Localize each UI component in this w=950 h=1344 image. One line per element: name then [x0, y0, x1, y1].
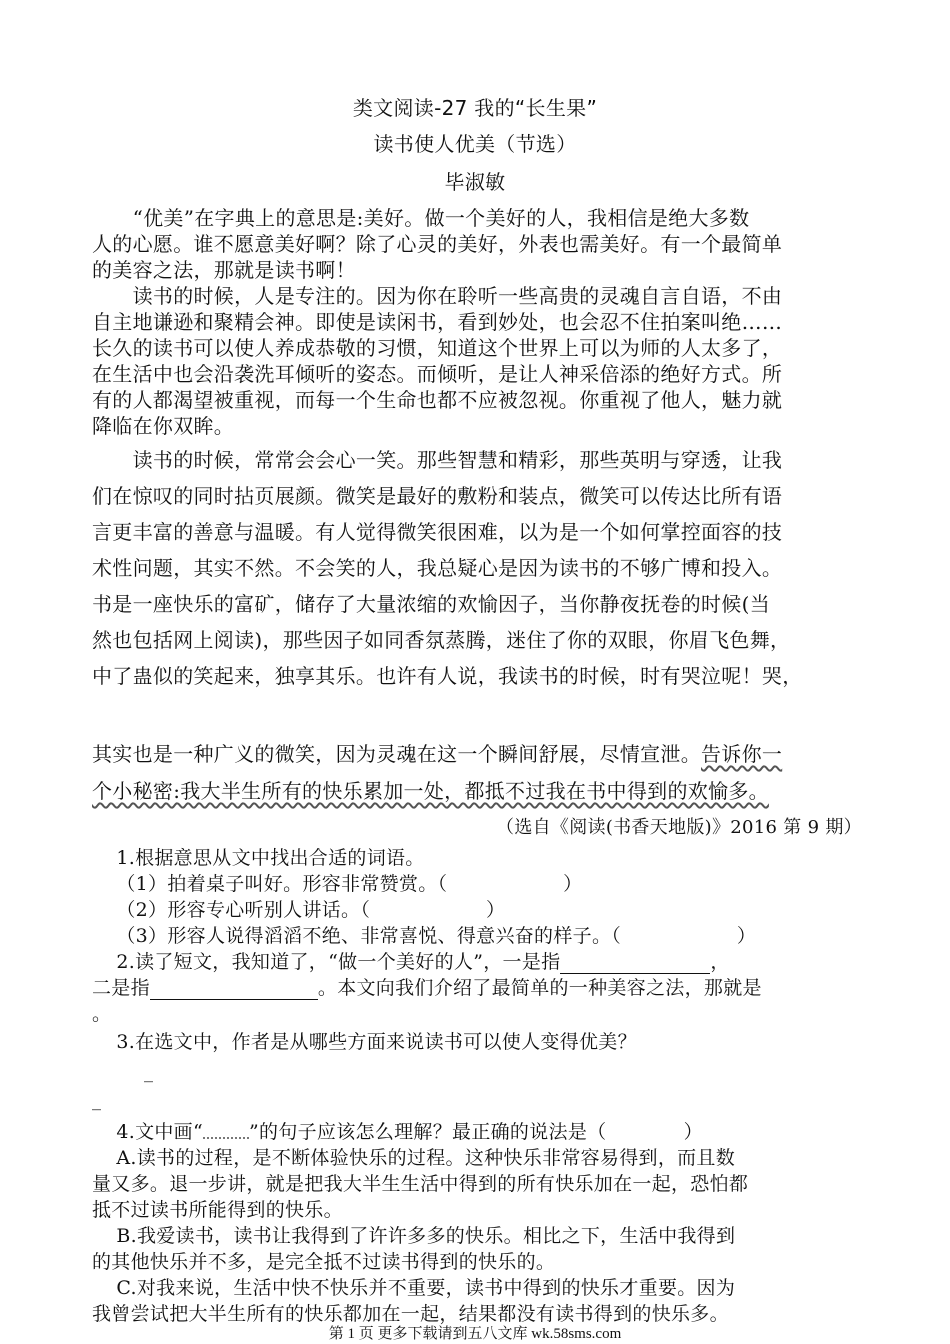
- option-a: 抵不过读书所能得到的快乐。: [92, 1199, 343, 1221]
- option-a: A.读书的过程，是不断体验快乐的过程。这种快乐非常容易得到，而且数: [116, 1147, 736, 1169]
- option-c: 我曾尝试把大半生所有的快乐都加在一起，结果都没有读书得到的快乐多。: [92, 1303, 729, 1325]
- option-a: 量又多。退一步讲，就是把我大半生生活中得到的所有快乐加在一起，恐怕都: [92, 1173, 749, 1195]
- answer-blank[interactable]: [560, 955, 710, 974]
- passage-line: 们在惊叹的同时拈页展颜。微笑是最好的敷粉和装点，微笑可以传达比所有语: [92, 484, 783, 508]
- answer-blank[interactable]: [150, 981, 318, 1000]
- passage-line: 在生活中也会沿袭洗耳倾听的姿态。而倾听，是让人神采倍添的绝好方式。所: [92, 362, 783, 386]
- question-2-cont: 二是指 。本文向我们介绍了最简单的一种美容之法，那就是: [92, 977, 762, 999]
- passage-line: 人的心愿。谁不愿意美好啊？除了心灵的美好，外表也需美好。有一个最简单: [92, 232, 783, 256]
- question-1-3: （3）形容人说得滔滔不绝、非常喜悦、得意兴奋的样子。（ ）: [116, 925, 757, 947]
- author: 毕淑敏: [444, 170, 506, 194]
- passage-line: 中了蛊似的笑起来，独享其乐。也许有人说，我读书的时候，时有哭泣呢！哭，: [92, 664, 803, 688]
- passage-line: 降临在你双眸。: [92, 414, 235, 438]
- option-c: C.对我来说，生活中快不快乐并不重要，读书中得到的快乐才重要。因为: [116, 1277, 736, 1299]
- page-footer: 第 1 页 更多下载请到五八文库 wk.58sms.com: [328, 1326, 622, 1342]
- passage-line: 自主地谦逊和聚精会神。即使是读闲书，看到妙处，也会忍不住拍案叫绝……: [92, 310, 783, 334]
- option-b: 的其他快乐并不多，是完全抵不过读书得到的快乐的。: [92, 1251, 556, 1273]
- passage-line: 长久的读书可以使人养成恭敬的习惯，知道这个世界上可以为师的人太多了，: [92, 336, 783, 360]
- question-3: 3.在选文中，作者是从哪些方面来说读书可以使人变得优美？: [116, 1031, 637, 1053]
- passage-line: [92, 742, 862, 766]
- answer-line[interactable]: _: [92, 1090, 101, 1111]
- passage-text: 其实也是一种广义的微笑，因为灵魂在这一个瞬间舒展，尽情宣泄。: [92, 742, 701, 766]
- article-title: 读书使人优美（节选）: [373, 132, 577, 156]
- question-2-end: 。: [92, 1003, 112, 1025]
- passage-line: [92, 779, 862, 803]
- passage-line: 的美容之法，那就是读书啊！: [92, 258, 356, 282]
- passage-line: 书是一座快乐的富矿，储存了大量浓缩的欢愉因子，当你静夜抚卷的时候(当: [92, 592, 771, 616]
- marked-sentence: 个小秘密:我大半生所有的快乐累加一处，都抵不过我在书中得到的欢愉多。: [92, 779, 769, 803]
- passage-line: 读书的时候，常常会会心一笑。那些智慧和精彩，那些英明与穿透，让我: [92, 448, 783, 472]
- question-4: 4.文中画“ ”的句子应该怎么理解？最正确的说法是（ ）: [116, 1121, 703, 1143]
- question-2: 2.读了短文，我知道了，“做一个美好的人”，一是指 ，: [116, 951, 730, 973]
- question-1: 1.根据意思从文中找出合适的词语。: [116, 847, 425, 869]
- passage-line: 有的人都渴望被重视，而每一个生命也都不应被忽视。你重视了他人，魅力就: [92, 388, 783, 412]
- passage-line: 然也包括网上阅读)，那些因子如同香氛蒸腾，迷住了你的双眼，你眉飞色舞，: [92, 628, 791, 652]
- wavy-line-mark: [203, 1127, 249, 1139]
- marked-sentence: 告诉你一: [701, 742, 783, 766]
- passage-line: 术性问题，其实不然。不会笑的人，我总疑心是因为读书的不够广博和投入。: [92, 556, 783, 580]
- question-1-1: （1）拍着桌子叫好。形容非常赞赏。（ ）: [116, 873, 583, 895]
- answer-line[interactable]: _: [144, 1062, 153, 1083]
- option-b: B.我爱读书，读书让我得到了许许多多的快乐。相比之下，生活中我得到: [116, 1225, 736, 1247]
- source-note: （选自《阅读(书香天地版)》2016 第 9 期）: [496, 817, 862, 838]
- series-title: 类文阅读-27 我的“长生果”: [352, 96, 598, 120]
- question-1-2: （2）形容专心听别人讲话。（ ）: [116, 899, 506, 921]
- passage-line: 言更丰富的善意与温暖。有人觉得微笑很困难，以为是一个如何掌控面容的技: [92, 520, 783, 544]
- passage-line: “优美”在字典上的意思是:美好。做一个美好的人，我相信是绝大多数: [92, 206, 750, 230]
- passage-line: 读书的时候，人是专注的。因为你在聆听一些高贵的灵魂自言自语，不由: [92, 284, 783, 308]
